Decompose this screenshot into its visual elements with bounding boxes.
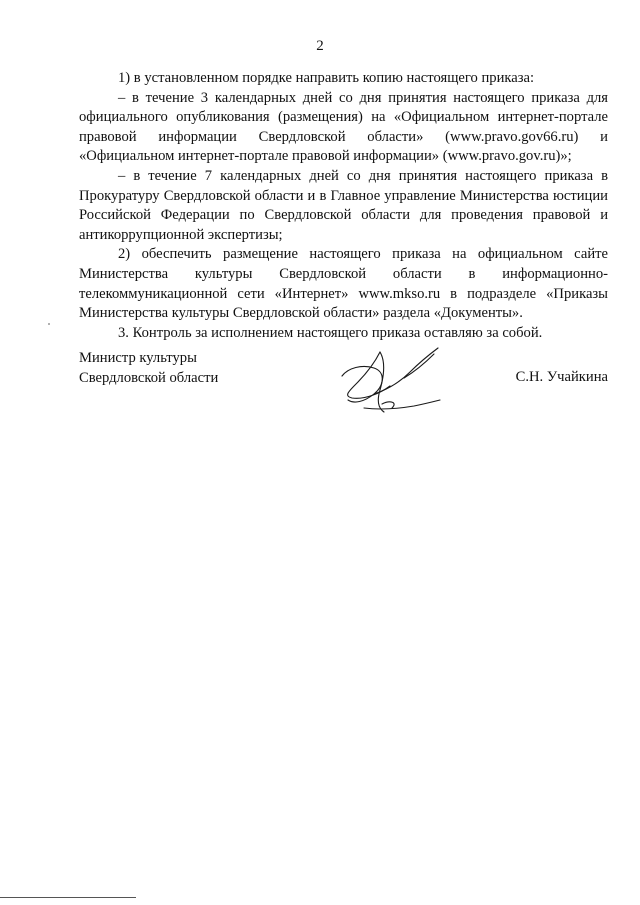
footer-divider xyxy=(0,897,136,898)
paragraph-prosecutor: – в течение 7 календарных дней со дня принятия настоящего приказа в Прокуратуру Свердловской области и в Главное управление Министерства юстиции Российской Федерации по Свердловской области для проведения правовой и антикоррупционной экспертизы; xyxy=(79,167,608,243)
signatory-title xyxy=(79,349,218,388)
paragraph-control: 3. Контроль за исполнением настоящего приказа оставляю за собой. xyxy=(118,324,543,341)
paragraph-send-copy: 1) в установленном порядке направить копию настоящего приказа: xyxy=(118,70,535,86)
signatory-title-line-1: Министр культуры xyxy=(79,350,197,366)
scan-mark xyxy=(48,323,50,325)
paragraph-publication: – в течение 3 календарных дней со дня принятия настоящего приказа для официального опубликования (размещения) на «Официальном интернет-портале правовой информации Свердловской области» (www.pravo.gov66.ru) и «Официальном интернет-портале правовой информации» (www.pravo.gov.ru)»; xyxy=(79,89,608,165)
paragraph-website: 2) обеспечить размещение настоящего приказа на официальном сайте Министерства культуры Свердловской области в информационно-телекоммуникационной сети «Интернет» www.mkso.ru в подразделе «Приказы Министерства культуры Свердловской области» раздела «Документы». xyxy=(79,246,608,322)
document-body xyxy=(79,69,608,343)
page-number: 2 xyxy=(316,38,324,54)
signatory-title-line-2: Свердловской области xyxy=(79,369,219,386)
signatory-name: С.Н. Учайкина xyxy=(515,369,608,385)
handwritten-signature xyxy=(334,342,446,420)
